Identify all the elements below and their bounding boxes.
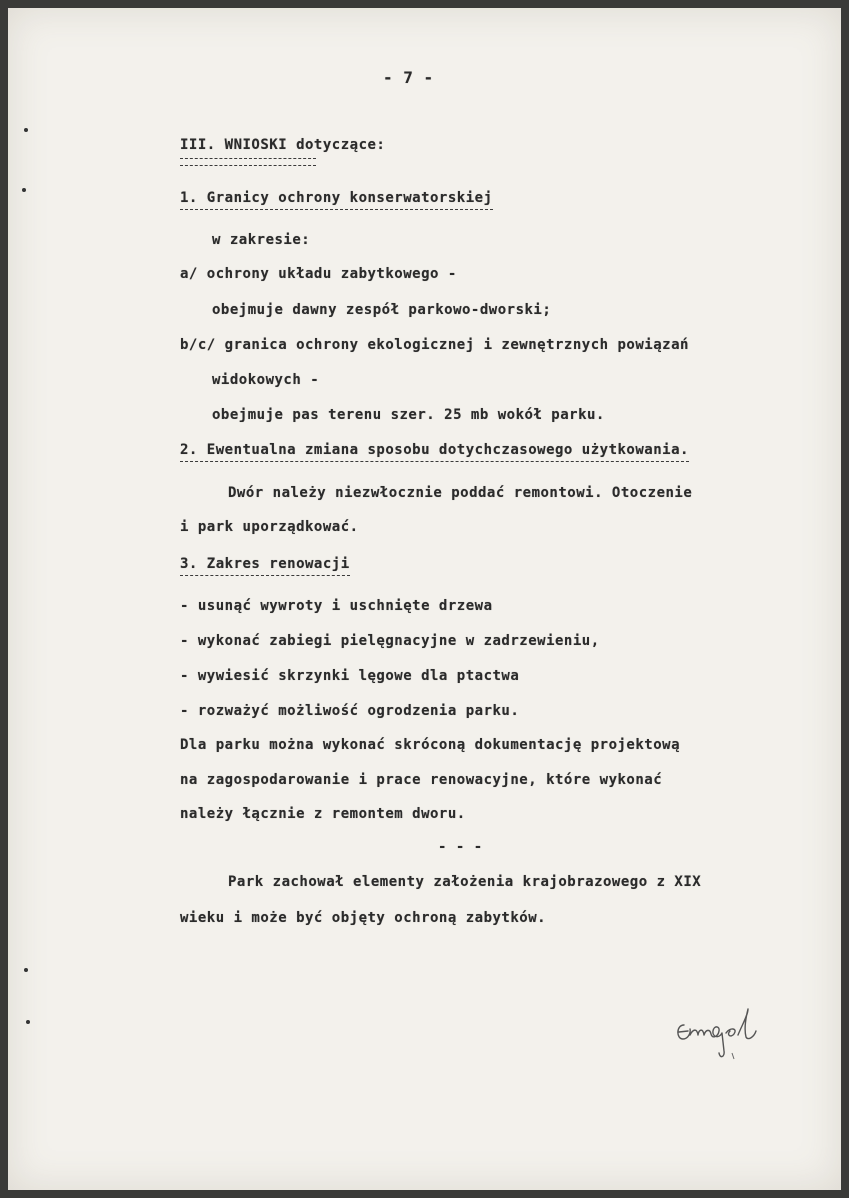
margin-mark (26, 1020, 30, 1024)
conclusion-line2: wieku i może być objęty ochroną zabytków. (180, 910, 547, 926)
point3-item: - wykonać zabiegi pielęgnacyjne w zadrzewieniu, (180, 633, 600, 649)
point1-a-label: a/ ochrony układu zabytkowego - (180, 266, 457, 282)
point1-bc-text: obejmuje pas terenu szer. 25 mb wokół parku. (212, 407, 605, 423)
margin-mark (22, 188, 26, 192)
point3-doc-line1: Dla parku można wykonać skróconą dokumentację projektową (180, 737, 681, 753)
point2-title: 2. Ewentualna zmiana sposobu dotychczasowego użytkowania. (180, 443, 689, 462)
page-number: - 7 - (383, 68, 434, 87)
point3-doc-line3: należy łącznie z remontem dworu. (180, 806, 466, 822)
point1-intro: w zakresie: (212, 232, 311, 248)
margin-mark (24, 968, 28, 972)
margin-mark (24, 128, 28, 132)
point2-text-line1: Dwór należy niezwłocznie poddać remontowi. Otoczenie (228, 485, 693, 501)
section-heading: III. WNIOSKI dotyczące: (180, 137, 386, 153)
point3-item: - wywiesić skrzynki lęgowe dla ptactwa (180, 668, 520, 684)
point1-bc-continuation: widokowych - (212, 372, 320, 388)
handwritten-signature (670, 995, 800, 1065)
point3-item: - rozważyć możliwość ogrodzenia parku. (180, 703, 520, 719)
point3-item: - usunąć wywroty i uschnięte drzewa (180, 598, 493, 614)
point1-title: 1. Granicy ochrony konserwatorskiej (180, 191, 493, 210)
point2-text-line2: i park uporządkować. (180, 519, 359, 535)
point3-doc-line2: na zagospodarowanie i prace renowacyjne, które wykonać (180, 772, 663, 788)
point1-bc-label: b/c/ granica ochrony ekologicznej i zewnętrznych powiązań (180, 337, 689, 353)
heading-double-rule (180, 158, 316, 166)
point1-a-text: obejmuje dawny zespół parkowo-dworski; (212, 302, 552, 318)
point3-title: 3. Zakres renowacji (180, 557, 350, 576)
conclusion-line1: Park zachował elementy założenia krajobrazowego z XIX (228, 874, 702, 890)
section-divider: - - - (438, 839, 483, 855)
